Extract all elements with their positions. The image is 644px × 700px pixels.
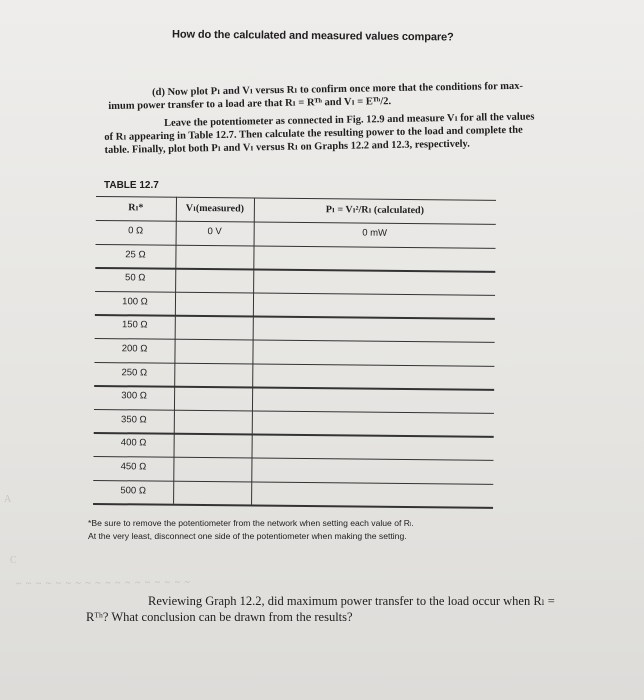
- table-cell-power[interactable]: [253, 250, 495, 252]
- part-d-line-1: (d) Now plot Pₗ and Vₗ versus Rₗ to confirm once more that the conditions for max-: [152, 80, 523, 99]
- review-question: [86, 593, 626, 625]
- bleed-through-text: A: [4, 494, 12, 505]
- instructions-line-1: Leave the potentiometer as connected in Fig. 12.9 and measure Vₗ for all the values: [164, 111, 535, 129]
- table-rule: [96, 220, 496, 225]
- table-rule: [94, 432, 494, 437]
- part-d-paragraph: [108, 79, 578, 113]
- table-cell-power[interactable]: [253, 345, 495, 347]
- table-cell-power[interactable]: [251, 486, 493, 488]
- table-rule: [93, 456, 493, 461]
- table-rule: [95, 267, 495, 272]
- table-rule: [94, 385, 494, 390]
- table-cell-power[interactable]: [253, 297, 495, 299]
- instructions-paragraph: [104, 110, 581, 157]
- table-title: TABLE 12.7: [104, 180, 159, 191]
- table-cell-resistance: 200 Ω: [121, 343, 148, 355]
- table-cell-power[interactable]: [253, 274, 495, 276]
- table-cell-resistance: 150 Ω: [121, 319, 148, 331]
- table-cell-resistance: 50 Ω: [125, 272, 146, 284]
- table-cell-voltage[interactable]: [175, 249, 253, 250]
- table-rule: [96, 196, 496, 201]
- footnote: [88, 517, 508, 543]
- table-cell-resistance: 450 Ω: [120, 461, 147, 473]
- part-d-line-2: imum power transfer to a load are that Rₗ = Rᵀʰ and Vₗ = Eᵀʰ/2.: [108, 96, 392, 112]
- table-cell-resistance: 500 Ω: [120, 484, 147, 497]
- data-table: [93, 196, 496, 508]
- table-cell-resistance: 100 Ω: [122, 296, 148, 308]
- table-cell-power[interactable]: [252, 439, 494, 441]
- table-rule: [95, 314, 495, 319]
- table-cell-power[interactable]: [251, 463, 493, 465]
- table-rule: [94, 362, 494, 367]
- table-cell-voltage[interactable]: [174, 367, 252, 368]
- table-cell-voltage[interactable]: [175, 273, 253, 274]
- instructions-line-3: table. Finally, plot both Pₗ and Vₗ versus Rₗ on Graphs 12.2 and 12.3, respectively.: [104, 138, 470, 156]
- review-question-line-1: Reviewing Graph 12.2, did maximum power transfer to the load occur when Rₗ =: [148, 594, 555, 608]
- table-rule: [94, 409, 494, 414]
- table-header-cell: Pₗ = Vₗ²/Rₗ (calculated): [325, 204, 424, 217]
- bleed-through-text: C: [10, 555, 17, 566]
- table-header-cell: Vₗ(measured): [185, 202, 245, 215]
- table-cell-resistance: 0 Ω: [128, 225, 144, 237]
- review-question-line-2: Rᵀʰ? What conclusion can be drawn from the results?: [86, 610, 353, 624]
- instructions-line-2: of Rₗ appearing in Table 12.7. Then calculate the resulting power to the load and complete the: [104, 124, 523, 143]
- table-cell-resistance: 25 Ω: [125, 248, 146, 261]
- table-cell-voltage[interactable]: [175, 344, 253, 345]
- table-cell-voltage[interactable]: [174, 438, 252, 439]
- table-cell-power[interactable]: [252, 368, 494, 370]
- table-cell-power[interactable]: [252, 415, 494, 417]
- table-cell-resistance: 350 Ω: [121, 414, 147, 426]
- table-cell-voltage[interactable]: 0 V: [207, 226, 222, 238]
- table-cell-voltage[interactable]: [173, 462, 251, 463]
- footnote-line-1: *Be sure to remove the potentiometer from the network when setting each value of Rₗ.: [88, 518, 414, 528]
- table-header-cell: Rₗ*: [128, 202, 144, 214]
- bleed-through-text: ~ ~ ~ ~ ~ ~ ~ ~ ~ ~ ~ ~ ~ ~ ~ ~ ~ ~: [15, 577, 191, 590]
- table-cell-resistance: 400 Ω: [120, 437, 147, 449]
- table-cell-power[interactable]: 0 mW: [362, 227, 388, 239]
- table-rule: [93, 480, 493, 485]
- table-cell-resistance: 300 Ω: [121, 390, 147, 402]
- comparison-question: How do the calculated and measured values compare?: [171, 28, 454, 44]
- table-cell-voltage[interactable]: [174, 391, 252, 392]
- table-cell-power[interactable]: [253, 321, 495, 323]
- table-cell-resistance: 250 Ω: [121, 366, 148, 379]
- table-cell-voltage[interactable]: [175, 297, 253, 298]
- table-cell-power[interactable]: [252, 392, 494, 394]
- table-rule: [95, 338, 495, 343]
- table-cell-voltage[interactable]: [173, 485, 251, 486]
- table-cell-voltage[interactable]: [174, 415, 252, 416]
- table-cell-voltage[interactable]: [175, 320, 253, 321]
- table-rule: [93, 503, 493, 508]
- table-rule: [96, 244, 496, 249]
- table-rule: [95, 291, 495, 296]
- footnote-line-2: At the very least, disconnect one side of the potentiometer when making the setting.: [88, 531, 407, 541]
